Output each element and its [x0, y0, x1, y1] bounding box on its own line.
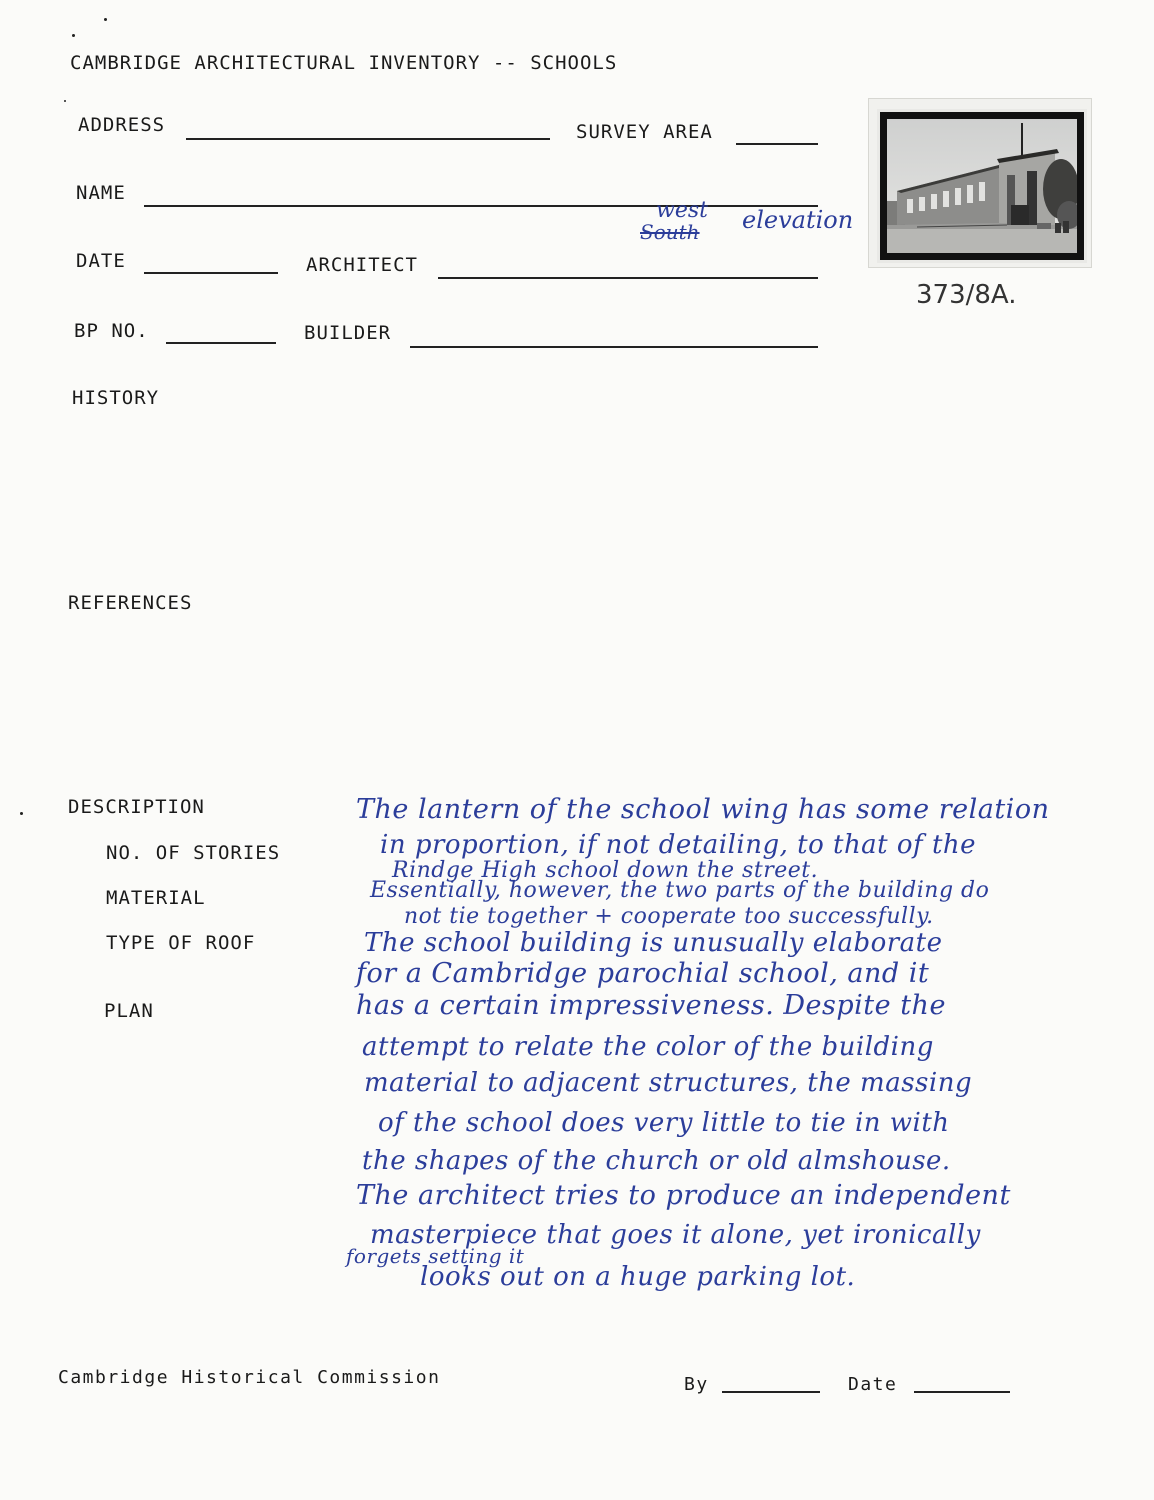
scan-speck: [20, 812, 23, 815]
handwriting-line: The school building is unusually elaborate: [364, 928, 943, 958]
handwriting-line: looks out on a huge parking lot.: [420, 1262, 856, 1292]
handwriting-line: attempt to relate the color of the building: [362, 1032, 934, 1062]
handwriting-line: masterpiece that goes it alone, yet ironically: [370, 1220, 981, 1250]
handwriting-line: The lantern of the school wing has some relation: [356, 794, 1050, 825]
building-photo: [880, 112, 1084, 260]
name-label: NAME: [76, 182, 126, 204]
architect-line[interactable]: [438, 277, 818, 279]
handwriting-line: material to adjacent structures, the massing: [364, 1068, 973, 1098]
form-title: CAMBRIDGE ARCHITECTURAL INVENTORY -- SCHOOLS: [70, 52, 618, 74]
description-label: DESCRIPTION: [68, 796, 205, 818]
address-label: ADDRESS: [78, 114, 166, 136]
survey-area-label: SURVEY AREA: [576, 121, 713, 143]
references-label: REFERENCES: [68, 592, 193, 614]
photo-caption-rest: elevation: [742, 206, 854, 234]
architect-label: ARCHITECT: [306, 254, 418, 276]
handwriting-line: in proportion, if not detailing, to that of the: [380, 830, 977, 860]
scan-speck: [72, 34, 75, 37]
bp-no-line[interactable]: [166, 342, 276, 344]
handwriting-insert: Rindge High school down the street.: [392, 858, 819, 883]
date-line[interactable]: [144, 272, 278, 274]
footer-by-label: By: [684, 1374, 709, 1395]
scan-speck: [104, 18, 107, 21]
handwriting-line: The architect tries to produce an independent: [356, 1180, 1011, 1211]
handwriting-line: has a certain impressiveness. Despite the: [356, 990, 946, 1021]
handwriting-line: Essentially, however, the two parts of the building do: [370, 878, 990, 903]
handwriting-insert: forgets setting it: [346, 1244, 525, 1268]
survey-area-line[interactable]: [736, 143, 818, 145]
photo-caption-struck: South: [640, 220, 700, 244]
scan-speck: [64, 100, 66, 102]
handwriting-line: of the school does very little to tie in with: [378, 1108, 950, 1138]
photo-number: 373/8A.: [916, 280, 1017, 310]
footer-commission: Cambridge Historical Commission: [58, 1367, 441, 1388]
stories-label: NO. OF STORIES: [106, 842, 281, 864]
builder-label: BUILDER: [304, 322, 392, 344]
footer-by-line[interactable]: [722, 1391, 820, 1393]
name-line[interactable]: [144, 205, 818, 207]
bp-no-label: BP NO.: [74, 320, 149, 342]
handwriting-line: the shapes of the church or old almshouse.: [362, 1146, 951, 1176]
roof-label: TYPE OF ROOF: [106, 932, 256, 954]
handwriting-line: for a Cambridge parochial school, and it: [356, 958, 930, 989]
date-label: DATE: [76, 250, 126, 272]
builder-line[interactable]: [410, 346, 818, 348]
footer-date-line[interactable]: [914, 1391, 1010, 1393]
plan-label: PLAN: [104, 1000, 154, 1022]
footer-date-label: Date: [848, 1374, 898, 1395]
address-line[interactable]: [186, 138, 550, 140]
material-label: MATERIAL: [106, 887, 206, 909]
photo-caption-inserted: west: [656, 198, 708, 223]
history-label: HISTORY: [72, 387, 160, 409]
handwriting-line: not tie together + cooperate too successfully.: [404, 904, 934, 929]
